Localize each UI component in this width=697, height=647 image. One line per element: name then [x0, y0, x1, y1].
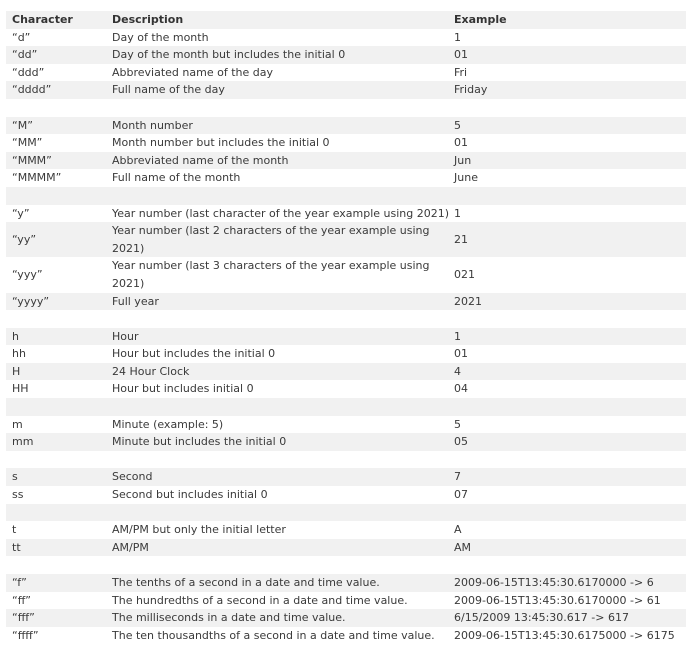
cell-example: 7 — [448, 468, 686, 486]
cell-example — [448, 504, 686, 522]
table-row — [6, 486, 686, 504]
cell-character: “d” — [6, 29, 106, 47]
table-row — [6, 609, 686, 627]
table-spacer-row — [6, 451, 686, 469]
table-spacer-row — [6, 99, 686, 117]
table-row — [6, 539, 686, 557]
cell-character: mm — [6, 433, 106, 451]
table-spacer-row — [6, 187, 686, 205]
table-spacer-row — [6, 556, 686, 574]
cell-description: Day of the month but includes the initial 0 — [106, 46, 448, 64]
cell-example: 21 — [448, 222, 686, 257]
cell-example: 01 — [448, 345, 686, 363]
cell-example: June — [448, 169, 686, 187]
table-header-row — [6, 11, 686, 29]
cell-character: “dd” — [6, 46, 106, 64]
cell-example: 2021 — [448, 293, 686, 311]
cell-example: A — [448, 521, 686, 539]
cell-description: Abbreviated name of the month — [106, 152, 448, 170]
format-specifier-table-container — [6, 11, 686, 644]
cell-description: The ten thousandths of a second in a date and time value. — [106, 627, 448, 645]
table-spacer-row — [6, 504, 686, 522]
cell-character: tt — [6, 539, 106, 557]
table-row — [6, 380, 686, 398]
cell-example: 021 — [448, 257, 686, 292]
cell-example — [448, 556, 686, 574]
cell-description: Hour but includes initial 0 — [106, 380, 448, 398]
cell-description — [106, 99, 448, 117]
cell-character: “M” — [6, 117, 106, 135]
cell-character — [6, 187, 106, 205]
cell-description: 24 Hour Clock — [106, 363, 448, 381]
cell-example: Jun — [448, 152, 686, 170]
cell-example: 5 — [448, 117, 686, 135]
cell-example: 6/15/2009 13:45:30.617 -> 617 — [448, 609, 686, 627]
cell-example: 2009-06-15T13:45:30.6175000 -> 6175 — [448, 627, 686, 645]
cell-description — [106, 451, 448, 469]
cell-character: h — [6, 328, 106, 346]
cell-description: Second — [106, 468, 448, 486]
table-body — [6, 29, 686, 645]
cell-character: “y” — [6, 205, 106, 223]
table-row — [6, 46, 686, 64]
cell-description: Day of the month — [106, 29, 448, 47]
cell-character: m — [6, 416, 106, 434]
cell-description: Minute but includes the initial 0 — [106, 433, 448, 451]
cell-character — [6, 99, 106, 117]
cell-example — [448, 451, 686, 469]
cell-example: 01 — [448, 46, 686, 64]
cell-character: “ddd” — [6, 64, 106, 82]
table-row — [6, 363, 686, 381]
cell-description: Minute (example: 5) — [106, 416, 448, 434]
cell-character: “ffff” — [6, 627, 106, 645]
table-row — [6, 328, 686, 346]
cell-description — [106, 504, 448, 522]
cell-example — [448, 99, 686, 117]
cell-example: AM — [448, 539, 686, 557]
table-row — [6, 81, 686, 99]
cell-description: AM/PM — [106, 539, 448, 557]
table-row — [6, 117, 686, 135]
cell-description: AM/PM but only the initial letter — [106, 521, 448, 539]
table-row — [6, 592, 686, 610]
table-row — [6, 468, 686, 486]
cell-character: HH — [6, 380, 106, 398]
cell-example: 04 — [448, 380, 686, 398]
cell-description: Month number — [106, 117, 448, 135]
table-row — [6, 416, 686, 434]
table-row — [6, 29, 686, 47]
cell-description: Full year — [106, 293, 448, 311]
cell-character: “yyyy” — [6, 293, 106, 311]
cell-character: hh — [6, 345, 106, 363]
cell-example: 2009-06-15T13:45:30.6170000 -> 6 — [448, 574, 686, 592]
table-row — [6, 134, 686, 152]
cell-character: “yyy” — [6, 257, 106, 292]
cell-character: “f” — [6, 574, 106, 592]
cell-example: 1 — [448, 328, 686, 346]
table-row — [6, 345, 686, 363]
cell-character: “dddd” — [6, 81, 106, 99]
cell-character — [6, 504, 106, 522]
cell-character — [6, 556, 106, 574]
cell-character: “MM” — [6, 134, 106, 152]
cell-description: Abbreviated name of the day — [106, 64, 448, 82]
cell-example: 5 — [448, 416, 686, 434]
cell-character: “yy” — [6, 222, 106, 257]
table-spacer-row — [6, 398, 686, 416]
table-row — [6, 222, 686, 257]
cell-example — [448, 398, 686, 416]
cell-example: 2009-06-15T13:45:30.6170000 -> 61 — [448, 592, 686, 610]
table-row — [6, 521, 686, 539]
header-example: Example — [448, 11, 686, 29]
cell-character: “ff” — [6, 592, 106, 610]
cell-description: Full name of the day — [106, 81, 448, 99]
cell-description: Full name of the month — [106, 169, 448, 187]
cell-description — [106, 310, 448, 328]
cell-description — [106, 398, 448, 416]
cell-example: 4 — [448, 363, 686, 381]
table-row — [6, 627, 686, 645]
cell-description: Hour but includes the initial 0 — [106, 345, 448, 363]
table-row — [6, 293, 686, 311]
cell-example — [448, 310, 686, 328]
cell-example: 01 — [448, 134, 686, 152]
table-row — [6, 169, 686, 187]
cell-example: 07 — [448, 486, 686, 504]
format-specifier-table — [6, 11, 686, 644]
cell-character: t — [6, 521, 106, 539]
cell-example — [448, 187, 686, 205]
table-row — [6, 574, 686, 592]
header-character: Character — [6, 11, 106, 29]
cell-description — [106, 556, 448, 574]
cell-character: s — [6, 468, 106, 486]
cell-description: The tenths of a second in a date and time value. — [106, 574, 448, 592]
cell-character: ss — [6, 486, 106, 504]
table-row — [6, 257, 686, 292]
table-row — [6, 205, 686, 223]
cell-character: “MMMM” — [6, 169, 106, 187]
cell-example: 1 — [448, 29, 686, 47]
cell-character: “fff” — [6, 609, 106, 627]
cell-description: Year number (last 3 characters of the year example using 2021) — [106, 257, 448, 292]
table-row — [6, 64, 686, 82]
cell-description: Month number but includes the initial 0 — [106, 134, 448, 152]
cell-character: “MMM” — [6, 152, 106, 170]
cell-description: Year number (last 2 characters of the year example using 2021) — [106, 222, 448, 257]
cell-example: 05 — [448, 433, 686, 451]
cell-character: H — [6, 363, 106, 381]
cell-description: The hundredths of a second in a date and time value. — [106, 592, 448, 610]
table-spacer-row — [6, 310, 686, 328]
cell-description: Year number (last character of the year example using 2021) — [106, 205, 448, 223]
cell-description: Hour — [106, 328, 448, 346]
cell-description: Second but includes initial 0 — [106, 486, 448, 504]
cell-description — [106, 187, 448, 205]
cell-character — [6, 451, 106, 469]
cell-character — [6, 398, 106, 416]
table-row — [6, 433, 686, 451]
cell-example: Friday — [448, 81, 686, 99]
cell-description: The milliseconds in a date and time value. — [106, 609, 448, 627]
cell-character — [6, 310, 106, 328]
header-description: Description — [106, 11, 448, 29]
cell-example: Fri — [448, 64, 686, 82]
table-row — [6, 152, 686, 170]
cell-example: 1 — [448, 205, 686, 223]
